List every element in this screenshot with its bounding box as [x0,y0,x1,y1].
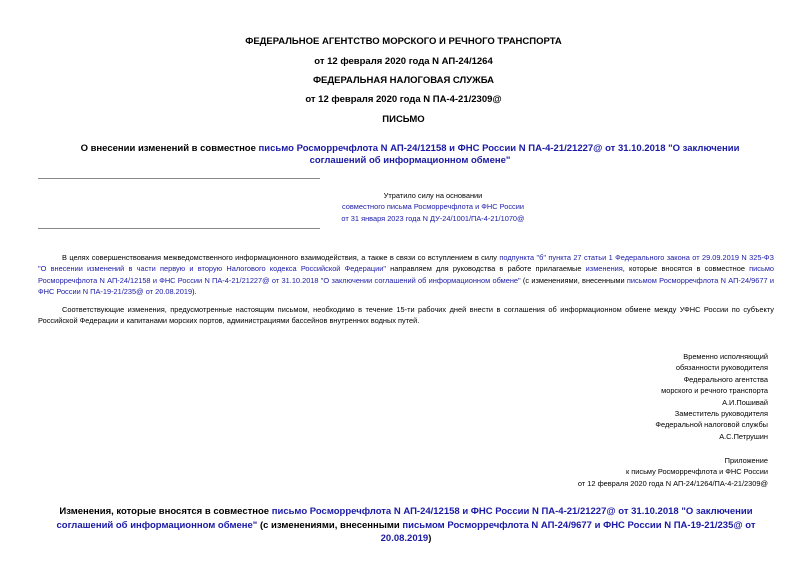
signature-line: обязанности руководителя [675,363,768,373]
amend-text-b: (с изменениями, внесенными [257,519,403,531]
body-paragraph-1 [38,252,774,297]
p1-text-b: направляем для руководства в работе прилагаемые [385,264,586,274]
appendix-title: Приложение [724,456,768,465]
p1-text-e: ). [192,286,197,296]
amendments-heading [38,505,774,546]
agency-title-2: ФЕДЕРАЛЬНАЯ НАЛОГОВАЯ СЛУЖБА [312,75,495,86]
p1-link-changes[interactable]: изменения [585,264,623,274]
divider-bottom [38,228,320,229]
subject-link[interactable]: письмо Росморречфлота N АП-24/12158 и ФНС России N ПА-4-21/21227@ от 31.10.2018 "О заключении соглашений об информационном обмене" [258,143,740,166]
amend-text-c: ) [428,533,432,544]
signature-line: Федеральной налоговой службы [655,420,768,430]
subject-prefix: О внесении изменений в совместное [80,143,259,154]
body-paragraph-2: Соответствующие изменения, предусмотренные настоящим письмом, необходимо в течение 15-ти рабочих дней внести в соглашения об информационном обмене между УФНС России по субъекту Российской Федерации и капитанами морских портов, администрациями бассейнов внутренних водных путей. [38,305,774,326]
signature-name: А.С.Петрушин [719,431,768,441]
amend-link-changes[interactable]: письмом Росморречфлота N АП-24/9677 и ФНС России N ПА-19-21/235@ от 20.08.2019 [380,519,756,544]
signature-line: Заместитель руководителя [674,408,768,418]
signature-block [655,352,768,443]
p1-text-d: (с изменениями, внесенными [520,275,627,285]
status-line-1: Утратило силу на основании [383,191,483,200]
appendix-line: от 12 февраля 2020 года N АП-24/1264/ПА-4-21/2309@ [577,478,768,488]
signature-line: морского и речного транспорта [661,386,768,396]
p1-text-a: В целях совершенствования межведомственного информационного взаимодействия, а также в связи со вступлением в силу [62,253,500,262]
document-type: ПИСЬМО [382,114,425,125]
status-note [38,190,807,224]
signature-line: Временно исполняющий [683,352,768,361]
appendix-line: к письму Росморречфлота и ФНС России [625,467,768,477]
p1-link-amend[interactable]: письмом Росморречфлота N АП-24/9677 и ФНС России N ПА-19-21/235@ от 20.08.2019 [38,275,774,296]
agency-date-1: от 12 февраля 2020 года N АП-24/1264 [314,56,493,67]
signature-line: Федерального агентства [683,374,768,384]
agency-title-1: ФЕДЕРАЛЬНОЕ АГЕНТСТВО МОРСКОГО И РЕЧНОГО ТРАНСПОРТА [245,36,562,47]
appendix-block [578,455,768,489]
p1-link-letter[interactable]: письмо Росморречфлота N АП-24/12158 и ФНС России N ПА-4-21/21227@ от 31.10.2018 "О заключении соглашений об информационном обмене" [38,264,775,285]
document-subject [60,143,760,167]
signature-name: А.И.Пошивай [722,397,768,407]
agency-date-2: от 12 февраля 2020 года N ПА-4-21/2309@ [305,94,502,105]
status-link-1[interactable]: совместного письма Росморречфлота и ФНС России [342,202,524,212]
p1-text-c: , которые вносятся в совместное [622,264,750,274]
status-link-2[interactable]: от 31 января 2023 года N ДУ-24/1001/ПА-4-21/1070@ [341,213,525,223]
divider-top [38,178,320,179]
amend-text-a: Изменения, которые вносятся в совместное [59,506,272,517]
amend-link-letter[interactable]: письмо Росморречфлота N АП-24/12158 и ФНС России N ПА-4-21/21227@ от 31.10.2018 "О заключении соглашений об информационном обмене" [56,506,753,531]
p1-link-law[interactable]: подпункта "б" пункта 27 статьи 1 Федерального закона от 29.09.2019 N 325-ФЗ "О внесении изменений в части первую и вторую Налогового кодекса Российской Федерации" [38,253,774,274]
